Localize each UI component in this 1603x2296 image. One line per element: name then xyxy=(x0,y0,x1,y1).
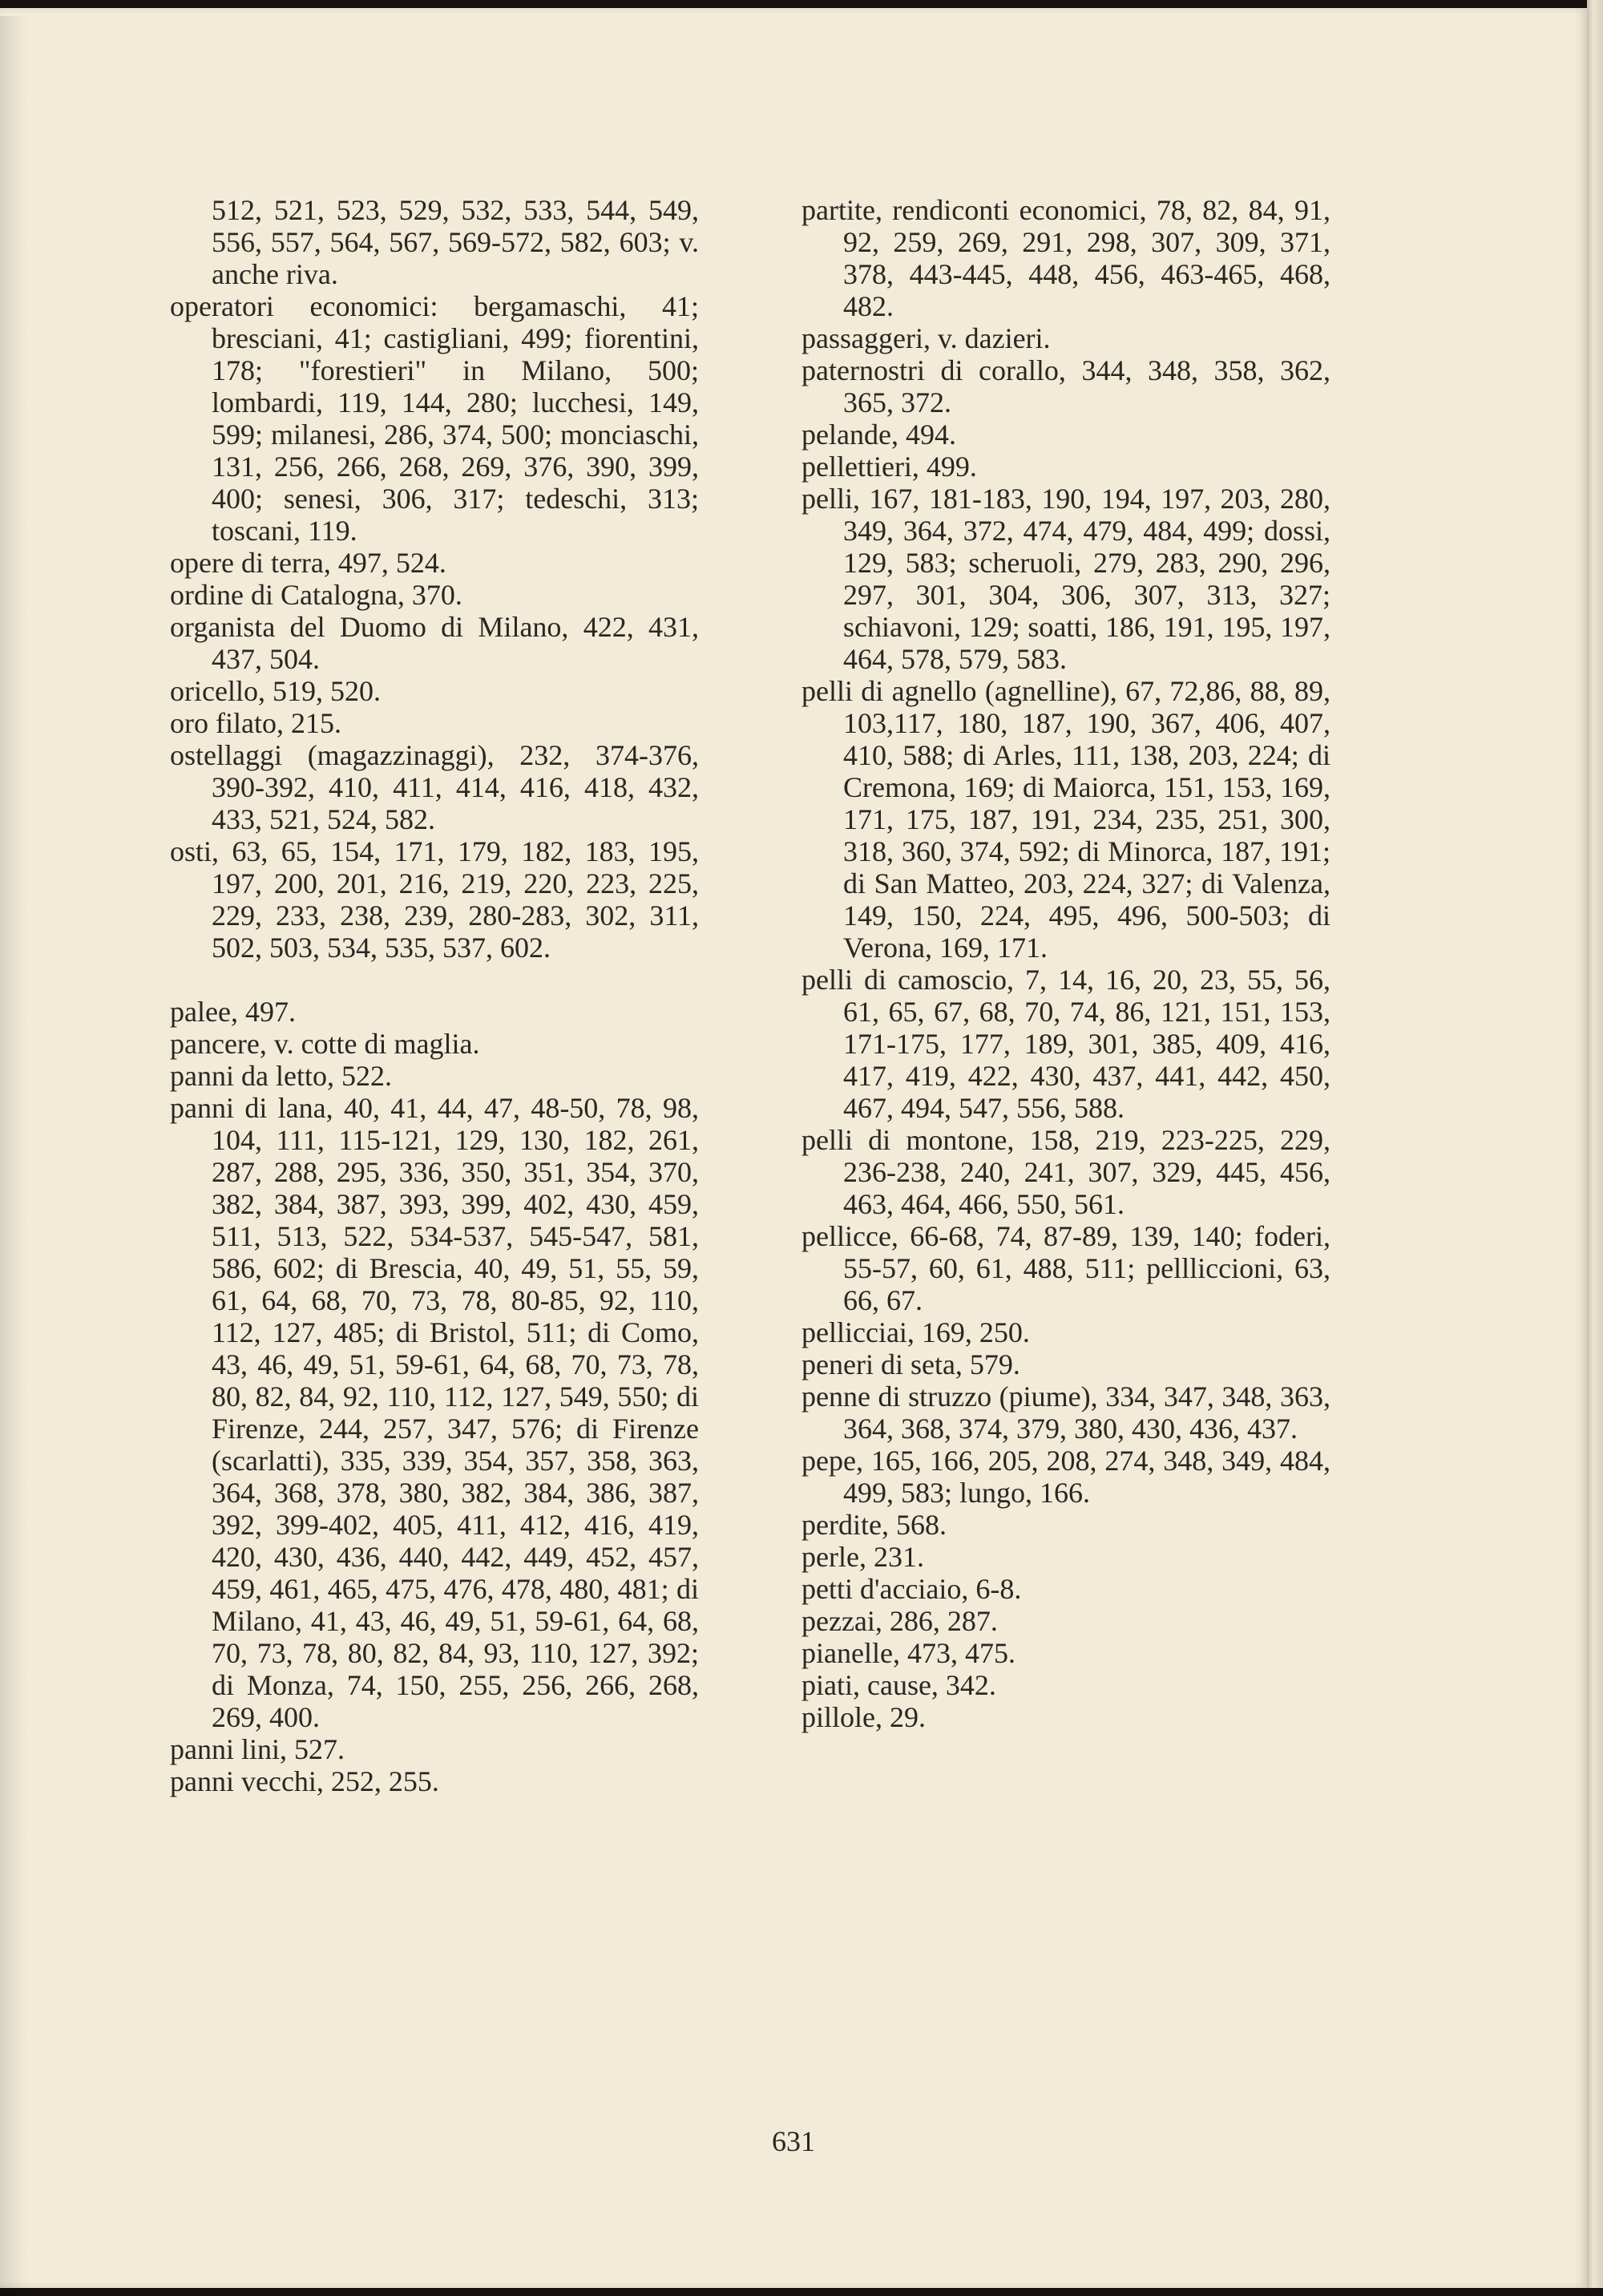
index-entry: piati, cause, 342. xyxy=(802,1669,996,1701)
index-entry: panni vecchi, 252, 255. xyxy=(170,1765,439,1797)
index-entry: pellicciai, 169, 250. xyxy=(802,1316,1030,1348)
index-entry: pezzai, 286, 287. xyxy=(802,1605,998,1637)
index-entry: paternostri di corallo, 344, 348, 358, 362, 365, 372. xyxy=(802,354,1330,418)
index-entry: peneri di seta, 579. xyxy=(802,1348,1020,1380)
index-entry: oricello, 519, 520. xyxy=(170,675,381,707)
index-entry: ostellaggi (magazzinaggi), 232, 374-376, 390-392, 410, 411, 414, 416, 418, 432, 433, 521, 524, 582. xyxy=(170,739,699,835)
index-entry: panni lini, 527. xyxy=(170,1733,345,1765)
index-entry: panni da letto, 522. xyxy=(170,1060,392,1092)
index-entry: pelli di camoscio, 7, 14, 16, 20, 23, 55, 56, 61, 65, 67, 68, 70, 74, 86, 121, 151, 153, 171-175, 177, 189, 301, 385, 409, 416, 417, 419, 422, 430, 437, 441, 442, 450, 467, 494, 547, 556, 588. xyxy=(802,964,1330,1124)
index-entry: perle, 231. xyxy=(802,1541,924,1573)
index-entry: penne di struzzo (piume), 334, 347, 348, 363, 364, 368, 374, 379, 380, 430, 436, 437. xyxy=(802,1380,1330,1445)
index-entry: pillole, 29. xyxy=(802,1701,926,1733)
index-entry: pepe, 165, 166, 205, 208, 274, 348, 349, 484, 499, 583; lungo, 166. xyxy=(802,1445,1330,1509)
index-entry: pellicce, 66-68, 74, 87-89, 139, 140; foderi, 55-57, 60, 61, 488, 511; pellliccioni, 63, 66, 67. xyxy=(802,1220,1330,1316)
gutter-shadow xyxy=(0,16,27,2296)
index-entry: 512, 521, 523, 529, 532, 533, 544, 549, 556, 557, 564, 567, 569-572, 582, 603; v. anche riva. xyxy=(212,194,699,290)
index-entry: pelli di montone, 158, 219, 223-225, 229, 236-238, 240, 241, 307, 329, 445, 456, 463, 464, 466, 550, 561. xyxy=(802,1124,1330,1220)
index-column-right xyxy=(802,194,1330,1733)
index-entry: pelande, 494. xyxy=(802,418,956,451)
page-number: 631 xyxy=(772,2125,815,2157)
index-entry: ordine di Catalogna, 370. xyxy=(170,579,462,611)
index-entry: pellettieri, 499. xyxy=(802,451,977,483)
page-edge xyxy=(1587,0,1603,2288)
index-entry: organista del Duomo di Milano, 422, 431, 437, 504. xyxy=(170,611,699,675)
index-entry: petti d'acciaio, 6-8. xyxy=(802,1573,1022,1605)
letter-section-gap xyxy=(170,964,699,996)
index-entry: osti, 63, 65, 154, 171, 179, 182, 183, 195, 197, 200, 201, 216, 219, 220, 223, 225, 229, 233, 238, 239, 280-283, 302, 311, 502, 503, 534, 535, 537, 602. xyxy=(170,835,699,964)
index-column-left xyxy=(170,194,699,1797)
index-entry: pelli, 167, 181-183, 190, 194, 197, 203, 280, 349, 364, 372, 474, 479, 484, 499; dossi, 129, 583; scheruoli, 279, 283, 290, 296, 297, 301, 304, 306, 307, 313, 327; schiavoni, 129; soatti, 186, 191, 195, 197, 464, 578, 579, 583. xyxy=(802,483,1330,675)
index-entry: pelli di agnello (agnelline), 67, 72,86, 88, 89, 103,117, 180, 187, 190, 367, 406, 407, 410, 588; di Arles, 111, 138, 203, 224; di Cremona, 169; di Maiorca, 151, 153, 169, 171, 175, 187, 191, 234, 235, 251, 300, 318, 360, 374, 592; di Minorca, 187, 191; di San Matteo, 203, 224, 327; di Valenza, 149, 150, 224, 495, 496, 500-503; di Verona, 169, 171. xyxy=(802,675,1330,964)
index-entry: pancere, v. cotte di maglia. xyxy=(170,1028,480,1060)
index-entry: perdite, 568. xyxy=(802,1509,947,1541)
index-entry: partite, rendiconti economici, 78, 82, 84, 91, 92, 259, 269, 291, 298, 307, 309, 371, 378, 443-445, 448, 456, 463-465, 468, 482. xyxy=(802,194,1330,322)
index-entry: opere di terra, 497, 524. xyxy=(170,547,446,579)
index-entry: oro filato, 215. xyxy=(170,707,341,739)
index-entry: palee, 497. xyxy=(170,996,296,1028)
index-entry: pianelle, 473, 475. xyxy=(802,1637,1016,1669)
index-entry: operatori economici: bergamaschi, 41; bresciani, 41; castigliani, 499; fiorentini, 178; "forestieri" in Milano, 500; lombardi, 119, 144, 280; lucchesi, 149, 599; milanesi, 286, 374, 500; monciaschi, 131, 256, 266, 268, 269, 376, 390, 399, 400; senesi, 306, 317; tedeschi, 313; toscani, 119. xyxy=(170,290,699,547)
index-entry: panni di lana, 40, 41, 44, 47, 48-50, 78, 98, 104, 111, 115-121, 129, 130, 182, 261, 287, 288, 295, 336, 350, 351, 354, 370, 382, 384, 387, 393, 399, 402, 430, 459, 511, 513, 522, 534-537, 545-547, 581, 586, 602; di Brescia, 40, 49, 51, 55, 59, 61, 64, 68, 70, 73, 78, 80-85, 92, 110, 112, 127, 485; di Bristol, 511; di Como, 43, 46, 49, 51, 59-61, 64, 68, 70, 73, 78, 80, 82, 84, 92, 110, 112, 127, 549, 550; di Firenze, 244, 257, 347, 576; di Firenze (scarlatti), 335, 339, 354, 357, 358, 363, 364, 368, 378, 380, 382, 384, 386, 387, 392, 399-402, 405, 411, 412, 416, 419, 420, 430, 436, 440, 442, 449, 452, 457, 459, 461, 465, 475, 476, 478, 480, 481; di Milano, 41, 43, 46, 49, 51, 59-61, 64, 68, 70, 73, 78, 80, 82, 84, 93, 110, 127, 392; di Monza, 74, 150, 255, 256, 266, 268, 269, 400. xyxy=(170,1092,699,1733)
index-entry: passaggeri, v. dazieri. xyxy=(802,322,1051,354)
page-sheet xyxy=(0,8,1587,2288)
